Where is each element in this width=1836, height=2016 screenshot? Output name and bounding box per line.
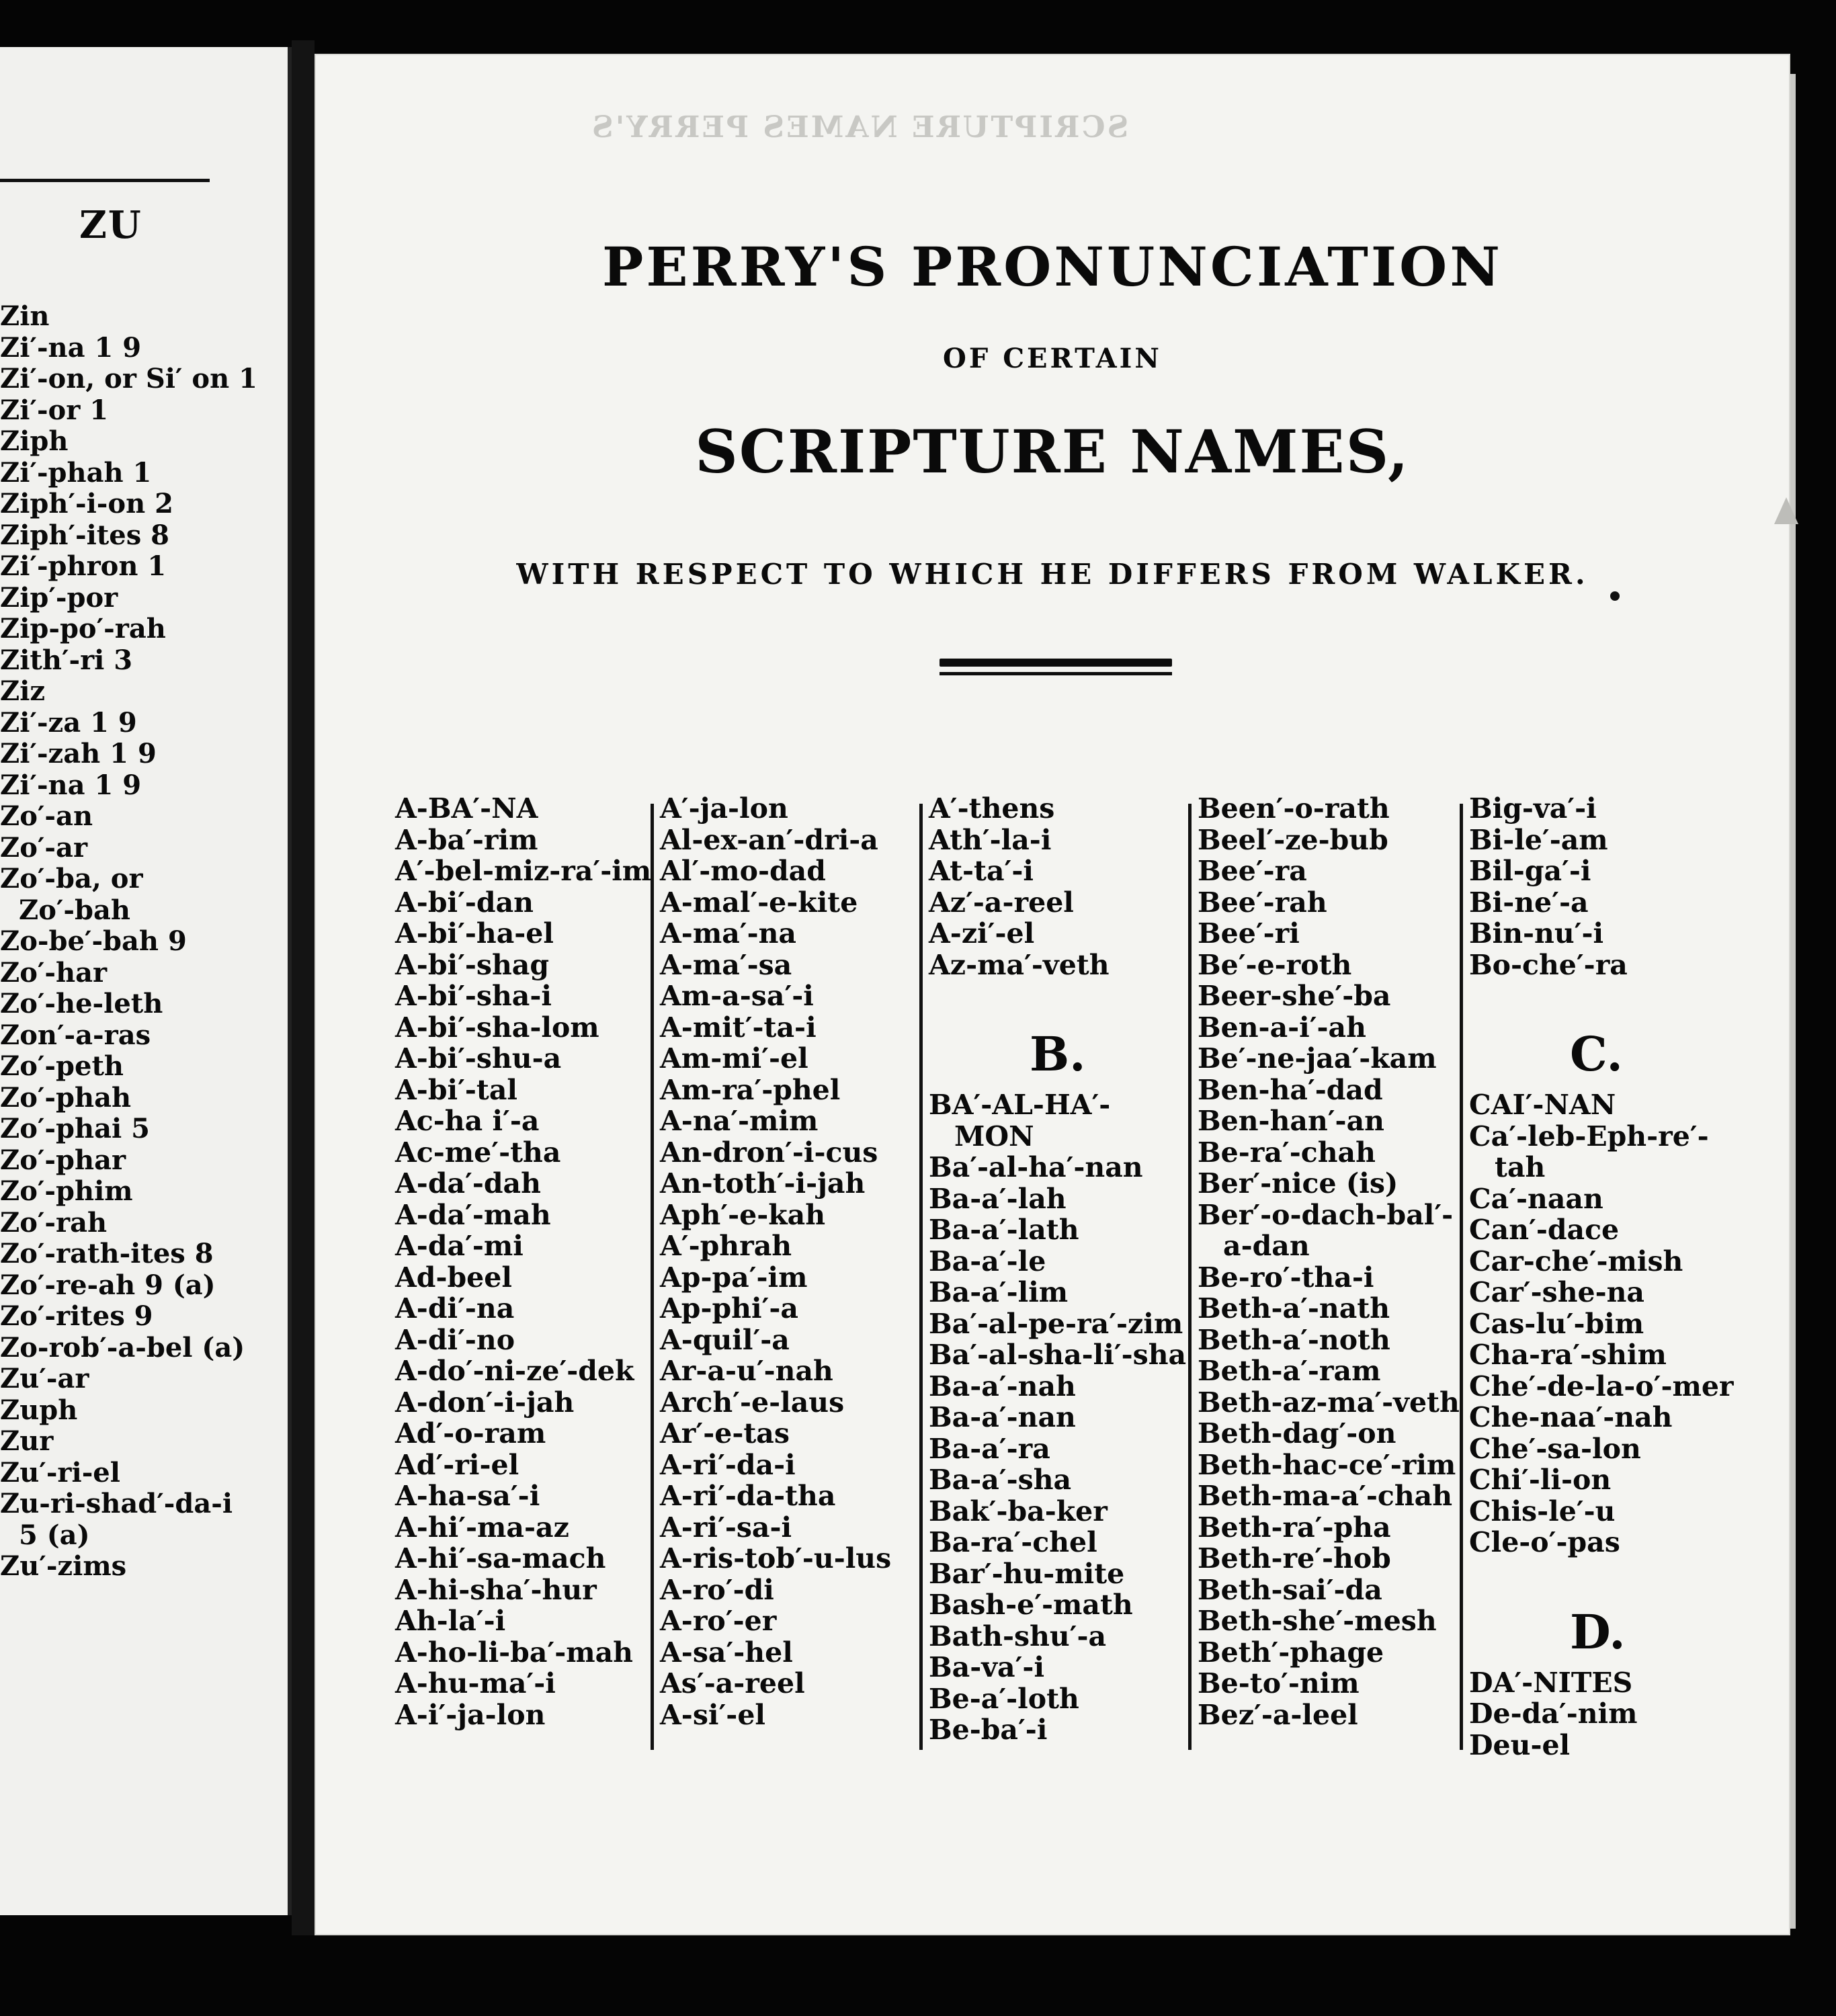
name-entry: Ap-phi′-a [660,1292,798,1325]
name-entry: A-ro′-er [660,1605,777,1637]
name-entry: A-ris-tob′-u-lus [660,1542,892,1574]
name-entry: Zo′-he-leth [0,988,163,1019]
section-spacer [1469,980,1734,1019]
name-entry: Zi′-na 1 9 [0,769,142,801]
name-entry: Beth-a′-nath [1198,1292,1390,1325]
name-entry: A-bi′-sha-i [395,980,552,1012]
name-entry: Ba-a′-le [929,1245,1046,1277]
name-entry: Car-che′-mish [1469,1245,1683,1277]
name-entry: A-di′-no [395,1323,515,1356]
name-entry: Be-ro′-tha-i [1198,1261,1374,1294]
name-entry: Che′-sa-lon [1469,1432,1641,1465]
section-letter: B. [1030,1026,1086,1082]
name-entry: Beth-hac-ce′-rim [1198,1448,1456,1481]
name-entry: Zin [0,300,50,332]
name-entry: Can′-dace [1469,1214,1620,1246]
name-entry: Zo′-phah [0,1081,132,1114]
name-entry: Al-ex-an′-dri-a [660,823,878,856]
name-entry: Ben-han′-an [1198,1105,1384,1137]
name-entry: Zo′-peth [0,1050,124,1082]
name-entry: Ziz [0,675,46,707]
name-entry: A-ho-li-ba′-mah [395,1636,633,1669]
name-entry: Ca′-naan [1469,1182,1603,1215]
name-entry: tah [1495,1151,1546,1183]
name-entry: A-i′-ja-lon [395,1698,546,1731]
name-entry: Ad′-o-ram [395,1417,546,1450]
names-column-2 [660,793,891,1730]
name-entry: Car′-she-na [1469,1276,1644,1308]
name-entry: A-bi′-dan [395,886,534,919]
name-entry: Ca′-leb-Eph-re′- [1469,1120,1709,1152]
page-edge [1790,74,1796,1929]
name-entry: A-bi′-tal [395,1073,517,1106]
name-entry: De-da′-nim [1469,1697,1638,1730]
name-entry: Beth-re′-hob [1198,1542,1391,1574]
name-entry: Ziph′-ites 8 [0,519,169,551]
name-entry: Bee′-ra [1198,855,1307,887]
name-entry: Bath-shu′-a [929,1620,1107,1652]
name-entry: Am-mi′-el [660,1042,808,1075]
name-entry: A′-phrah [660,1230,792,1262]
name-entry: Am-ra′-phel [660,1073,841,1106]
name-entry: Zi′-zah 1 9 [0,738,157,769]
name-entry: Ba-a′-nah [929,1370,1076,1402]
name-entry: Zo′-an [0,800,93,832]
name-entry: Zi′-na 1 9 [0,331,142,364]
name-entry: Bez′-a-leel [1198,1698,1358,1731]
ink-speck [1610,591,1620,601]
page-tab-mark [1774,497,1798,524]
name-entry: Zo′-ba, or [0,863,143,894]
name-entry: An-dron′-i-cus [660,1136,878,1169]
name-entry: Ba-a′-lim [929,1276,1069,1308]
name-entry: Be-a′-loth [929,1682,1079,1715]
name-entry: Beth-a′-noth [1198,1323,1390,1356]
name-entry: Zo′-har [0,956,108,989]
name-entry: Az-ma′-veth [929,948,1110,981]
name-entry: A-bi′-ha-el [395,917,554,950]
name-entry: Zip′-por [0,581,118,614]
name-entry: Zu′-zims [0,1550,127,1582]
name-entry: Zon′-a-ras [0,1019,151,1051]
name-entry: A-ri′-sa-i [660,1511,792,1544]
left-page-list [0,301,257,1583]
name-entry: Zi′-za 1 9 [0,706,137,739]
name-entry: Beth-ra′-pha [1198,1511,1391,1544]
name-entry: A-da′-dah [395,1167,541,1200]
name-entry: Bak′-ba-ker [929,1495,1108,1527]
name-entry: Zi′-or 1 [0,394,109,426]
name-entry: Zo′-re-ah 9 (a) [0,1269,216,1301]
name-entry: A-bi′-sha-lom [395,1011,599,1044]
name-entry: Bar′-hu-mite [929,1557,1125,1590]
name-entry: 5 (a) [19,1519,90,1551]
name-entry: At-ta′-i [929,855,1034,887]
name-entry: Zo′-bah [19,894,130,926]
name-entry: Ba-va′-i [929,1651,1045,1683]
bleed-through-text: SCRIPTURE NAMES PERRY'S [590,110,1129,144]
name-entry: Che′-de-la-o′-mer [1469,1370,1734,1402]
name-entry: A-ha-sa′-i [395,1480,540,1512]
name-entry: A-ro′-di [660,1573,774,1606]
name-entry: Ba-a′-ra [929,1432,1050,1465]
name-entry: Ben-ha′-dad [1198,1073,1383,1106]
name-entry: Bi-ne′-a [1469,886,1589,919]
name-entry: Zi′-phron 1 [0,550,167,582]
name-entry: Zip-po′-rah [0,613,166,644]
name-entry: Am-a-sa′-i [660,980,814,1012]
name-entry: A-BA′-NA [395,792,538,825]
name-entry: Ziph [0,425,69,457]
name-entry: Ber′-nice (is) [1198,1167,1399,1200]
name-entry: A-don′-i-jah [395,1386,575,1419]
main-page [315,54,1790,1935]
name-entry: Beth-sai′-da [1198,1573,1382,1606]
name-entry: Cas-lu′-bim [1469,1307,1644,1340]
name-entry: Been′-o-rath [1198,792,1390,825]
name-entry: Zu′-ri-el [0,1456,120,1488]
name-entry: A-mit′-ta-i [660,1011,817,1044]
section-spacer [929,980,1186,1019]
name-entry: Zuph [0,1394,78,1426]
names-column-4 [1198,793,1460,1730]
name-entry: Ziph′-i-on 2 [0,488,173,519]
name-entry: Zo-be′-bah 9 [0,925,187,957]
name-entry: A-ma′-sa [660,948,792,981]
name-entry: Zi′-on, or Si′ on 1 [0,363,257,394]
name-entry: Beth-ma-a′-chah [1198,1480,1453,1512]
name-entry: Bil-ga′-i [1469,855,1591,887]
name-entry: Ba′-al-ha′-nan [929,1151,1143,1183]
name-entry: Zith′-ri 3 [0,644,133,676]
section-letter: C. [1570,1026,1623,1082]
name-entry: Zo′-phai 5 [0,1113,150,1144]
page-subtitle: OF CERTAIN [943,343,1162,374]
name-entry: Zu-ri-shad′-da-i [0,1488,233,1519]
name-entry: Ac-me′-tha [395,1136,561,1169]
name-entry: A-hu-ma′-i [395,1667,556,1699]
left-page-heading: ZU [79,203,142,247]
name-entry: Chi′-li-on [1469,1464,1612,1496]
name-entry: Zo-rob′-a-bel (a) [0,1331,245,1363]
name-entry: Ad-beel [395,1261,512,1294]
name-entry: Zi′-phah 1 [0,456,152,489]
name-entry: Bee′-rah [1198,886,1327,919]
name-entry: An-toth′-i-jah [660,1167,866,1200]
name-entry: A-ma′-na [660,917,796,950]
column-divider [1188,804,1192,1750]
name-entry: A-da′-mah [395,1198,551,1231]
name-entry: A-ri′-da-tha [660,1480,836,1512]
name-entry: Bee′-ri [1198,917,1300,950]
name-entry: A′-thens [929,792,1055,825]
name-entry: Zu′-ar [0,1363,89,1394]
name-entry: Be′-e-roth [1198,948,1352,981]
left-page [0,47,292,1915]
name-entry: Bash-e′-math [929,1589,1133,1621]
names-column-5 [1469,793,1734,1761]
title-rule [940,659,1172,667]
name-entry: Beth-she′-mesh [1198,1605,1437,1637]
name-entry: Chis-le′-u [1469,1495,1616,1527]
name-entry: Zo′-rah [0,1206,108,1238]
name-entry: Zo′-rites 9 [0,1300,153,1332]
left-page-rule [0,179,210,182]
names-column-1 [395,793,651,1730]
name-entry: Ar′-e-tas [660,1417,790,1450]
name-entry: As′-a-reel [660,1667,805,1699]
name-entry: Ba-ra′-chel [929,1526,1097,1558]
name-entry: Zur [0,1425,54,1457]
name-entry: Arch′-e-laus [660,1386,845,1419]
name-entry: Beth-az-ma′-veth [1198,1386,1460,1419]
name-entry: Ba′-al-sha-li′-sha [929,1339,1187,1371]
name-entry: A-bi′-shu-a [395,1042,562,1075]
name-entry: A-hi′-ma-az [395,1511,569,1544]
name-entry: A-di′-na [395,1292,515,1325]
name-entry: CAI′-NAN [1469,1089,1616,1121]
name-entry: Zo′-phim [0,1175,133,1207]
name-entry: Be′-ne-jaa′-kam [1198,1042,1437,1075]
name-entry: Be-to′-nim [1198,1667,1360,1699]
name-entry: Beth-dag′-on [1198,1417,1396,1450]
name-entry: Ar-a-u′-nah [660,1355,833,1387]
name-entry: Cha-ra′-shim [1469,1339,1667,1371]
name-entry: Al′-mo-dad [660,855,826,887]
name-entry: Bi-le′-am [1469,823,1608,856]
name-entry: Zo′-rath-ites 8 [0,1238,214,1269]
name-entry: Ap-pa′-im [660,1261,808,1294]
name-entry: Cle-o′-pas [1469,1526,1620,1558]
name-entry: A-mal′-e-kite [660,886,858,919]
name-entry: A-bi′-shag [395,948,550,981]
name-entry: A-ba′-rim [395,823,538,856]
name-entry: Ber′-o-dach-bal′- [1198,1198,1454,1231]
name-entry: Ad′-ri-el [395,1448,519,1481]
name-entry: A-quil′-a [660,1323,790,1356]
name-entry: Be-ba′-i [929,1714,1048,1746]
name-entry: A-zi′-el [929,917,1035,950]
name-entry: Deu-el [1469,1728,1571,1761]
name-entry: A′-ja-lon [660,792,788,825]
name-entry: Az′-a-reel [929,886,1074,919]
names-column-3 [929,793,1186,1746]
name-entry: Ben-a-i′-ah [1198,1011,1366,1044]
book-gutter [292,40,315,1935]
column-divider [1460,804,1463,1750]
name-entry: Beth-a′-ram [1198,1355,1381,1387]
name-entry: Aph′-e-kah [660,1198,825,1231]
name-entry: Ba-a′-sha [929,1464,1072,1496]
name-entry: Be-ra′-chah [1198,1136,1376,1169]
name-entry: Che-naa′-nah [1469,1401,1673,1433]
name-entry: A′-bel-miz-ra′-im [395,855,652,887]
name-entry: A-ri′-da-i [660,1448,796,1481]
name-entry: A-na′-mim [660,1105,819,1137]
name-entry: Beth′-phage [1198,1636,1384,1669]
name-entry: Ath′-la-i [929,823,1052,856]
name-entry: DA′-NITES [1469,1666,1633,1699]
page-description: WITH RESPECT TO WHICH HE DIFFERS FROM WALKER. [516,558,1589,591]
name-entry: A-da′-mi [395,1230,524,1262]
page-title: PERRY'S PRONUNCIATION [601,235,1503,298]
name-entry: Bo-che′-ra [1469,948,1628,981]
name-entry: A-si′-el [660,1698,765,1731]
section-letter: D. [1570,1603,1626,1660]
name-entry: Big-va′-i [1469,792,1597,825]
name-entry: Ba′-al-pe-ra′-zim [929,1307,1183,1340]
name-entry: A-hi′-sa-mach [395,1542,606,1574]
page-heading: SCRIPTURE NAMES, [695,417,1410,487]
name-entry: a-dan [1223,1230,1310,1262]
name-entry: Ba-a′-lath [929,1214,1079,1246]
name-entry: A-hi-sha′-hur [395,1573,597,1606]
section-spacer [1469,1558,1734,1597]
name-entry: Beel′-ze-bub [1198,823,1388,856]
name-entry: Zo′-phar [0,1144,126,1176]
name-entry: A-sa′-hel [660,1636,793,1669]
name-entry: Beer-she′-ba [1198,980,1391,1012]
column-divider [919,804,923,1750]
name-entry: Ba-a′-nan [929,1401,1076,1433]
name-entry: A-do′-ni-ze′-dek [395,1355,634,1387]
name-entry: Ah-la′-i [395,1605,506,1637]
name-entry: BA′-AL-HA′- [929,1089,1111,1121]
name-entry: Bin-nu′-i [1469,917,1604,950]
name-entry: Ba-a′-lah [929,1182,1067,1215]
name-entry: MON [954,1120,1034,1152]
name-entry: Ac-ha i′-a [395,1105,540,1137]
name-entry: Zo′-ar [0,831,88,864]
